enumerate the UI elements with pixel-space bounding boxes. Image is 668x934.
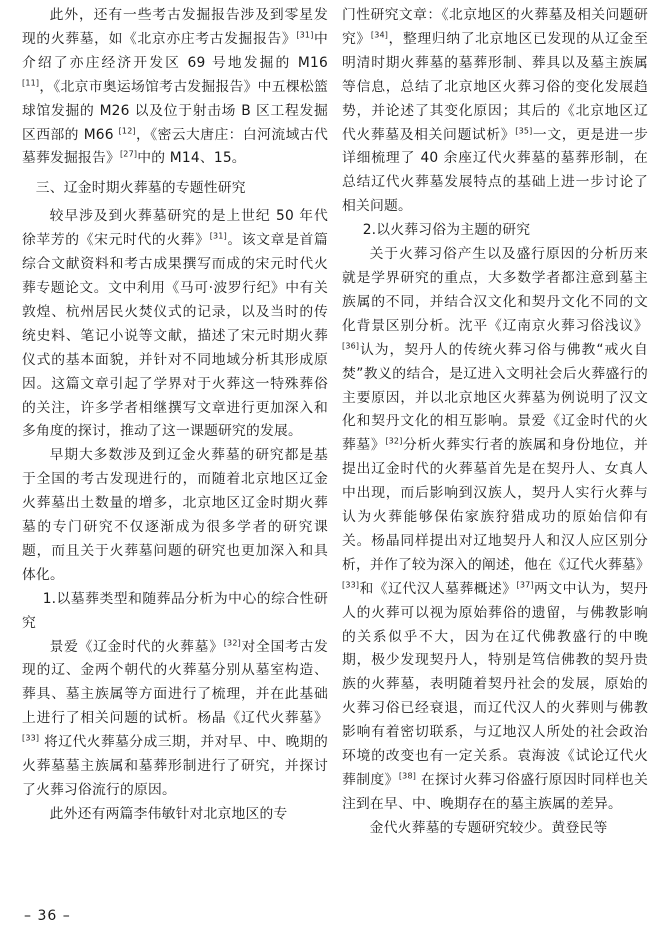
body-paragraph [342, 817, 648, 841]
text-run: 中的 M14、15。 [137, 150, 246, 167]
text-run: 将辽代火葬墓分成三期，并对早、中、晚期的火葬墓墓主族属和墓葬形制进行了研究，并探讨了火葬习俗流行的原因。 [22, 734, 328, 798]
text-run: 金代火葬墓的专题研究较少。黄登民等 [369, 819, 608, 836]
text-run: 和《辽代汉人墓葬概述》 [359, 580, 517, 597]
citation-ref: [33] [22, 733, 40, 743]
citation-ref: [12] [118, 125, 136, 135]
text-run: 认为，契丹人的传统火葬习俗与佛教“戒火自焚”教义的结合，是辽进入文明社会后火葬盛行的主要原因，并以北京地区火葬墓为例说明了汉文化和契丹文化的相互影响。景爱《辽金时代的火葬墓》 [342, 341, 648, 454]
body-paragraph [22, 444, 328, 587]
citation-ref: [32] [223, 637, 241, 647]
text-run: 中介绍了亦庄经济开发区 69 号地发掘的 M16 [22, 30, 328, 71]
citation-ref: [34] [370, 30, 389, 40]
citation-ref: [37] [516, 580, 534, 590]
left-column [22, 4, 328, 827]
text-run: 两文中认为，契丹人的火葬可以视为原始葬俗的遗留，与佛教影响的关系似乎不大，因为在辽代佛教盛行的中晚期，极少发现契丹人，特别是笃信佛教的契丹贵族的火葬墓，表明随着契丹社会的发展，原始的火葬习俗已经衰退，而辽代汉人的火葬则与佛教影响有着密切联系，与辽地汉人所处的社会政治环境的改变也有一定关系。袁海波《试论辽代火葬制度》 [342, 580, 648, 788]
text-run: 此外还有两篇李伟敏针对北京地区的专 [49, 805, 288, 822]
text-run: ，《密云大唐庄：白河流域古代墓葬发掘报告》 [22, 126, 329, 167]
text-run: 。该文章是首篇综合文献资料和考古成果撰写而成的宋元时代火葬专题论文。文中利用《马可·波罗行纪》中有关敦煌、杭州居民火焚仪式的记录，以及当时的传统史料、笔记小说等文献，描述了宋元时期火葬仪式的基本面貌，并针对不同地域分析其形成原因。这篇文章引起了学界对于火葬这一特殊葬俗的关注，许多学者相继撰写文章进行更加深入和多角度的探讨，推动了这一课题研究的发展。 [22, 232, 328, 440]
body-paragraph [22, 803, 328, 827]
text-run: 三、辽金时期火葬墓的专题性研究 [35, 180, 246, 197]
right-column [342, 4, 648, 841]
citation-ref: [35] [515, 125, 533, 135]
body-paragraph [22, 636, 328, 803]
text-run: 门性研究文章：《北京地区的火葬墓及相关问题研究》 [342, 7, 648, 47]
text-run: 景爱《辽金时代的火葬墓》 [49, 638, 224, 655]
text-run: 一文，更是进一步详细梳理了 40 余座辽代火葬墓的墓葬形制，在总结辽代火葬墓发展特点的基础上进一步讨论了相关问题。 [342, 126, 648, 215]
section-heading [22, 177, 328, 201]
citation-ref: [31] [209, 231, 227, 241]
text-run: 此外，还有一些考古发掘报告涉及到零星发现的火葬墓，如《北京亦庄考古发掘报告》 [22, 7, 328, 47]
citation-ref: [32] [385, 436, 403, 446]
text-run: 早期大多数涉及到辽金火葬墓的研究都是基于全国的考古发现进行的，而随着北京地区辽金火葬墓出土数量的增多，北京地区辽金时期火葬墓的专门研究不仅逐渐成为很多学者的研究课题，而且关于火葬墓问题的研究也更加深入和具体化。 [22, 447, 328, 583]
subsection-heading [342, 219, 648, 243]
text-run: 对全国考古发现的辽、金两个朝代的火葬墓分别从墓室构造、葬具、墓主族属等方面进行了梳理，并在此基础上进行了相关问题的试析。杨晶《辽代火葬墓》 [22, 638, 328, 727]
text-run: ，《北京市奥运场馆考古发掘报告》中五棵松篮球馆发掘的 M26 以及位于射击场 B 区工程发掘区西部的 M66 [22, 78, 328, 143]
text-run: 1.以墓葬类型和随葬品分析为中心的综合性研究 [22, 590, 328, 631]
citation-ref: [31] [296, 30, 314, 40]
text-run: ，整理归纳了北京地区已发现的从辽金至明清时期火葬墓的墓葬形制、葬具以及墓主族属等信息，总结了北京地区火葬习俗的变化发展趋势，并论述了其变化原因；其后的《北京地区辽代火葬墓及相关问题试析》 [342, 30, 648, 143]
citation-ref: [27] [119, 149, 138, 159]
body-paragraph-continued [342, 4, 648, 219]
citation-ref: [33] [342, 580, 360, 590]
citation-ref: [38] [398, 771, 417, 781]
body-paragraph [22, 4, 328, 171]
subsection-heading [22, 588, 328, 636]
body-paragraph [342, 243, 648, 817]
text-run: 2.以火葬习俗为主题的研究 [362, 222, 531, 239]
page-number: – 36 – [24, 908, 71, 924]
text-run: 较早涉及到火葬墓研究的是上世纪 50 年代徐苹芳的《宋元时代的火葬》 [22, 208, 328, 249]
text-run: 在探讨火葬习俗盛行原因时同样也关注到在早、中、晚期存在的墓主族属的差异。 [342, 772, 648, 812]
text-run: 分析火葬实行者的族属和身份地位，并提出辽金时代的火葬墓首先是在契丹人、女真人中出现，而后影响到汉族人，契丹人实行火葬与认为火葬能够保佑家族狩猎成功的原始信仰有关。杨晶同样提出对辽地契丹人和汉人应区别分析，并作了较为深入的阐述，他在《辽代火葬墓》 [342, 437, 650, 573]
body-paragraph [22, 205, 328, 444]
citation-ref: [11] [22, 78, 40, 88]
citation-ref: [36] [342, 341, 360, 351]
text-run: 关于火葬习俗产生以及盛行原因的分析历来就是学界研究的重点，大多数学者都注意到墓主族属的不同，并结合汉文化和契丹文化不同的文化背景区别分析。沈平《辽南京火葬习俗浅议》 [342, 246, 648, 334]
